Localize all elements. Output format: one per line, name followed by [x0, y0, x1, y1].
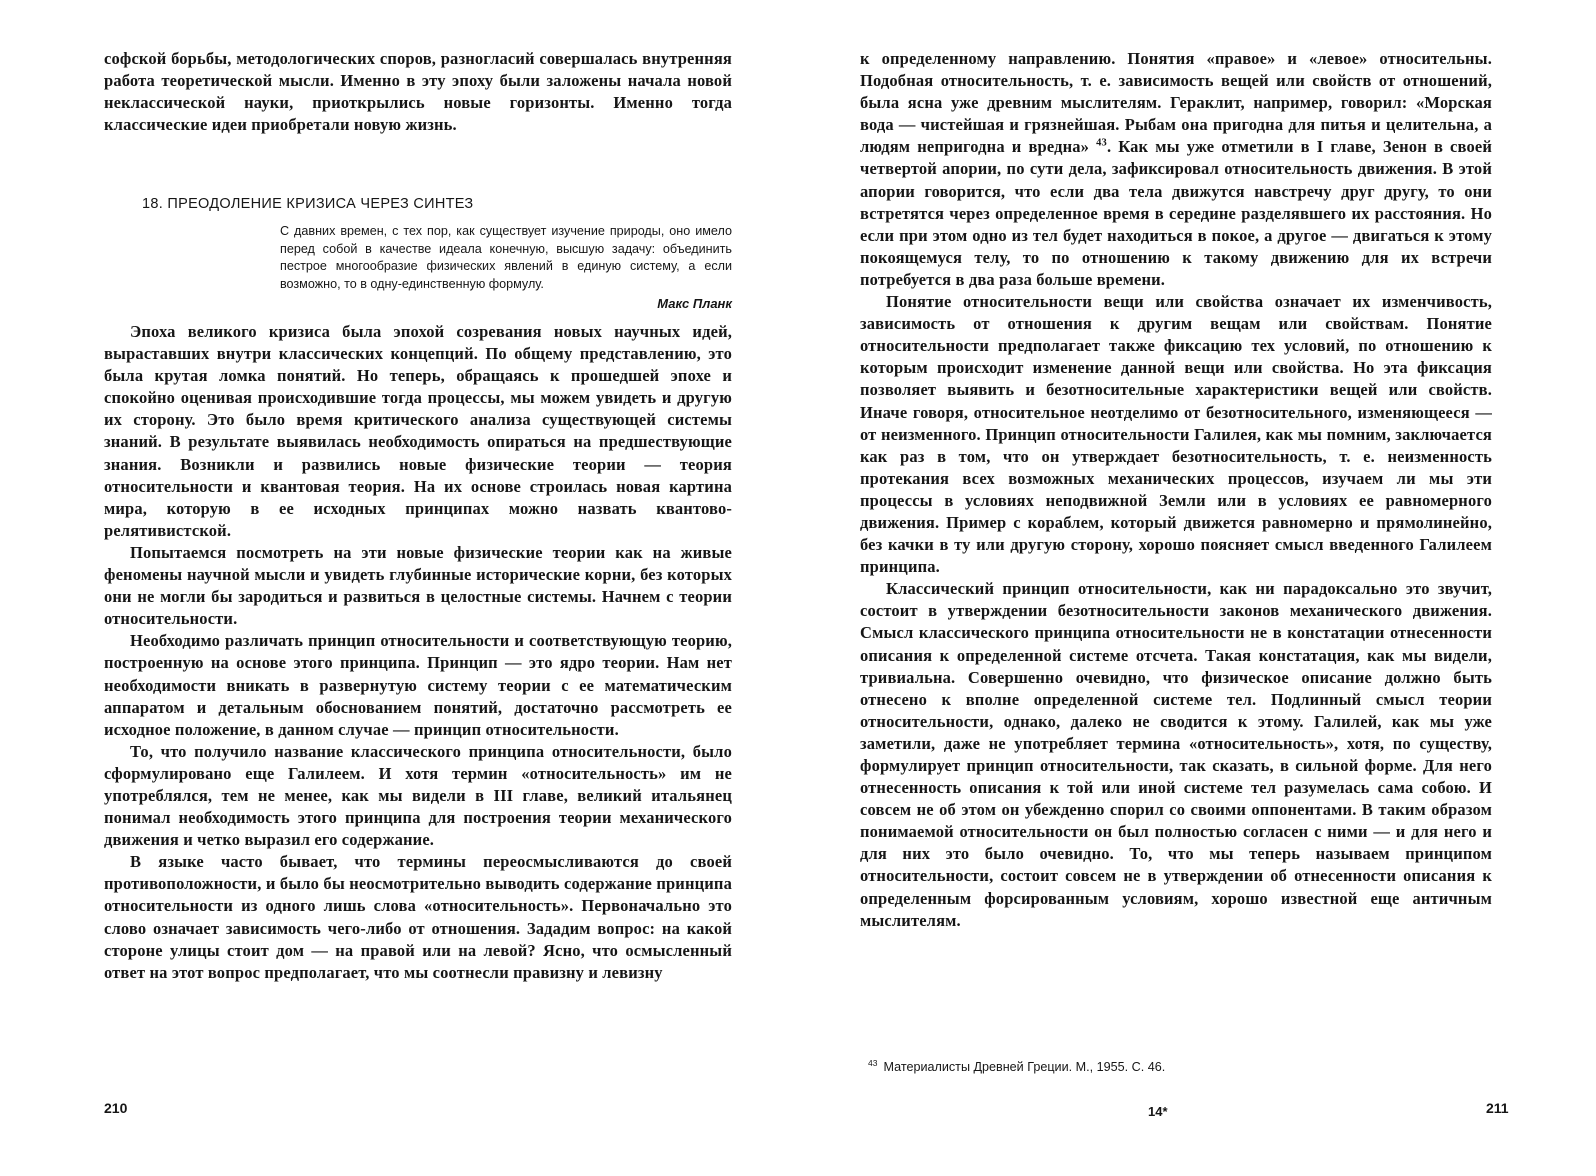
- right-page: [798, 0, 1596, 1176]
- epigraph: [280, 223, 732, 311]
- epigraph-author: Макс Планк: [657, 296, 732, 311]
- footnote-number: 43: [868, 1057, 878, 1068]
- epigraph-text: С давних времен, с тех пор, как существует изучение природы, оно имело перед собой в качестве идеала конечную, высшую задачу: объединить пестрое многообразие физических явлений в единую систему, а если возможно, то в одну-единственную формулу.: [280, 224, 732, 291]
- paragraph-text-part: к определенному направлению. Понятия «правое» и «левое» относительны. Подобная относительность, т. е. зависимость вещей или свойств от отношений, была ясна уже древним мыслителям. Гераклит, например, говорил: «Морская вода — чистейшая и грязнейшая. Рыбам она пригодна для питья и целительна, а людям непригодна и вредна»: [860, 49, 1492, 157]
- paragraph: Понятие относительности вещи или свойства означает их изменчивость, зависимость от отношения к другим вещам или свойствам. Понятие относительности предполагает также фиксацию тех условий, по отношению к которым происходит изменение данной вещи или свойства. Но эта фиксация позволяет выявить и безотносительные характеристики вещей или свойств. Иначе говоря, относительное неотделимо от безотносительного, изменяющееся — от неизменного. Принцип относительности Галилея, как мы помним, заключается как раз в том, что он утверждает безотносительность, т. е. неизменность протекания всех возможных механических процессов, изучаем ли мы эти процессы в условиях неподвижной Земли или в условиях ее равномерного движения. Пример с кораблем, который движется равномерно и прямолинейно, без качки в ту или другую сторону, хорошо поясняет смысл введенного Галилеем принципа.: [860, 292, 1492, 577]
- section-body: [104, 321, 732, 984]
- paragraph: Эпоха великого кризиса была эпохой созревания новых научных идей, выраставших внутри классических концепций. По общему представлению, это была крутая ломка понятий. Но теперь, обращаясь к прошедшей эпохе и спокойно оценивая происходившие тогда процессы, мы можем увидеть и другую их сторону. Это было время критического анализа существующей системы знаний. В результате выявилась необходимость опираться на предшествующие знания. Возникли и развились новые физические теории — теория относительности и квантовая теория. На их основе строилась новая картина мира, которую в ее исходных принципах можно назвать квантово-релятивистской.: [104, 322, 732, 540]
- footnote: [868, 1058, 1488, 1076]
- paragraph: Необходимо различать принцип относительности и соответствующую теорию, построенную на основе этого принципа. Принцип — это ядро теории. Нам нет необходимости вникать в развернутую систему теории с ее математическим аппаратом и детальным обоснованием понятий, достаточно рассмотреть ее исходное положение, в данном случае — принцип относительности.: [104, 631, 732, 739]
- footnote-reference[interactable]: 43: [1096, 137, 1107, 149]
- page-number: 211: [1486, 1100, 1509, 1116]
- continuation-paragraph: софской борьбы, методологических споров, разногласий совершалась внутренняя работа теоретической мысли. Именно в эту эпоху были заложены начала новой неклассической науки, приоткрылись новые горизонты. Именно тогда классические идеи приобретали новую жизнь.: [104, 49, 732, 135]
- section-heading: 18. ПРЕОДОЛЕНИЕ КРИЗИСА ЧЕРЕЗ СИНТЕЗ: [142, 196, 474, 213]
- paragraph-text-part: . Как мы уже отметили в I главе, Зенон в своей четвертой апории, по сути дела, зафиксировал относительность движения. В этой апории говорится, что если два тела движутся навстречу друг другу, то они встретятся через определенное время в середине разделявшего их расстояния. Но если при этом одно из тел будет находиться в покое, а другое — двигаться к этому покоящемуся телу, то по отношению к такому движению для их встречи потребуется в два раза больше времени.: [860, 137, 1493, 289]
- signature-mark: 14*: [1148, 1104, 1168, 1119]
- right-text-column: [860, 48, 1492, 932]
- paragraph: Попытаемся посмотреть на эти новые физические теории как на живые феномены научной мысли и увидеть глубинные исторические корни, без которых они не могли бы зародиться и развиться в целостные системы. Начнем с теории относительности.: [104, 542, 732, 629]
- paragraph: В языке часто бывает, что термины переосмысливаются до своей противоположности, и было бы неосмотрительно выводить содержание принципа относительности из одного лишь слова «относительность». Первоначально это слово означает зависимость чего-либо от отношения. Зададим вопрос: на какой стороне улицы стоит дом — на правой или на левой? Ясно, что осмысленный ответ на этот вопрос предполагает, что мы соотнесли правизну и левизну: [104, 852, 732, 982]
- left-text-column: [104, 48, 732, 984]
- continuation-paragraph: [860, 48, 1492, 291]
- paragraph: Классический принцип относительности, как ни парадоксально это звучит, состоит в утверждении безотносительности законов механического движения. Смысл классического принципа относительности не в констатации отнесенности описания к определенной системе отсчета. Такая констатация, как мы видели, тривиальна. Совершенно очевидно, что физическое описание должно быть отнесено к вполне определенной системе тел. Подлинный смысл теории относительности, однако, далеко не сводится к этому. Галилей, как мы уже заметили, даже не употребляет термина «относительность», хотя, по существу, формулирует принцип относительности, так сказать, в сильной форме. Для него отнесенность описания к той или иной системе тел разумелась сама собою. И совсем не об этом он убежденно спорил со своими оппонентами. В таким образом понимаемой относительности он был полностью согласен с ними — и для него и для них это было очевидно. То, что мы теперь называем принципом относительности, состоит совсем не в утверждении об отнесенности описания к определенным форсированным условиям, хорошо известной еще античным мыслителям.: [860, 579, 1492, 930]
- footnote-text: Материалисты Древней Греции. М., 1955. С. 46.: [883, 1060, 1166, 1074]
- page-number: 210: [104, 1100, 128, 1116]
- paragraph: То, что получило название классического принципа относительности, было сформулировано еще Галилеем. И хотя термин «относительность» им не употреблялся, тем не менее, как мы видели в III главе, великий итальянец понимал необходимость этого принципа для построения теории механического движения и четко выразил его содержание.: [104, 741, 732, 850]
